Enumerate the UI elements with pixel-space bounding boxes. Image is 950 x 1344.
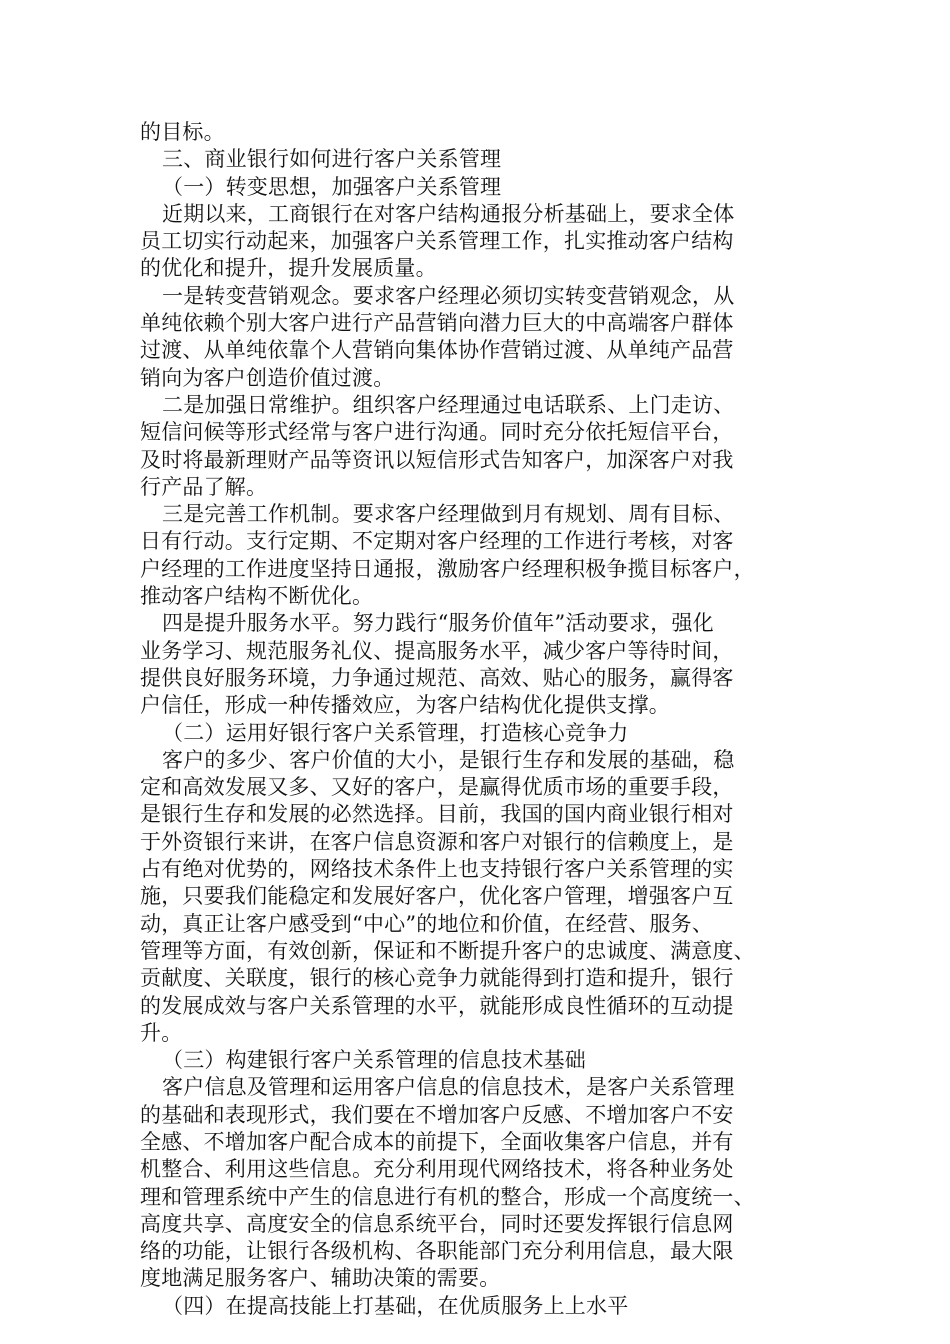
text-line: 动，真正让客户感受到“中心”的地位和价值，在经营、服务、 bbox=[140, 911, 714, 936]
text-line: 全感、不增加客户配合成本的前提下，全面收集客户信息，并有 bbox=[140, 1129, 734, 1154]
text-line: 的目标。 bbox=[140, 120, 225, 144]
text-line: 管理等方面，有效创新，保证和不断提升客户的忠诚度、满意度、 bbox=[140, 938, 755, 963]
text-line: 定和高效发展又多、又好的客户，是赢得优质市场的重要手段， bbox=[140, 775, 734, 800]
text-line: 三、商业银行如何进行客户关系管理 bbox=[162, 147, 502, 172]
text-line: 行产品了解。 bbox=[140, 474, 268, 499]
text-line: 占有绝对优势的，网络技术条件上也支持银行客户关系管理的实 bbox=[140, 857, 734, 882]
text-line: 度地满足服务客户、辅助决策的需要。 bbox=[140, 1266, 501, 1291]
text-line: 一是转变营销观念。要求客户经理必须切实转变营销观念，从 bbox=[162, 283, 735, 308]
text-line: 二是加强日常维护。组织客户经理通过电话联系、上门走访、 bbox=[162, 392, 735, 417]
text-line: 户经理的工作进度坚持日通报，激励客户经理积极争揽目标客户， bbox=[140, 556, 755, 581]
text-line: 的发展成效与客户关系管理的水平，就能形成良性循环的互动提 bbox=[140, 993, 734, 1018]
text-line: 客户的多少、客户价值的大小，是银行生存和发展的基础，稳 bbox=[162, 747, 735, 772]
text-line: 业务学习、规范服务礼仪、提高服务水平，减少客户等待时间， bbox=[140, 638, 734, 663]
text-line: 提供良好服务环境，力争通过规范、高效、贴心的服务，赢得客 bbox=[140, 665, 734, 690]
text-line: 四是提升服务水平。努力践行“服务价值年”活动要求，强化 bbox=[162, 611, 714, 636]
text-line: 络的功能，让银行各级机构、各职能部门充分利用信息，最大限 bbox=[140, 1239, 734, 1264]
text-line: 过渡、从单纯依靠个人营销向集体协作营销过渡、从单纯产品营 bbox=[140, 338, 734, 363]
text-line: 施，只要我们能稳定和发展好客户，优化客户管理，增强客户互 bbox=[140, 884, 734, 909]
text-line: 高度共享、高度安全的信息系统平台，同时还要发挥银行信息网 bbox=[140, 1211, 734, 1236]
text-line: （一）转变思想，加强客户关系管理 bbox=[162, 174, 502, 199]
document-page bbox=[140, 119, 790, 1320]
text-line: 三是完善工作机制。要求客户经理做到月有规划、周有目标、 bbox=[162, 502, 735, 527]
text-line: （三）构建银行客户关系管理的信息技术基础 bbox=[162, 1048, 586, 1073]
text-line: 日有行动。支行定期、不定期对客户经理的工作进行考核，对客 bbox=[140, 529, 734, 554]
text-line: 机整合、利用这些信息。充分利用现代网络技术，将各种业务处 bbox=[140, 1157, 734, 1182]
text-line: 理和管理系统中产生的信息进行有机的整合，形成一个高度统一、 bbox=[140, 1184, 755, 1209]
text-line: 升。 bbox=[140, 1020, 183, 1045]
text-line: 员工切实行动起来，加强客户关系管理工作，扎实推动客户结构 bbox=[140, 229, 734, 254]
text-line: 的优化和提升，提升发展质量。 bbox=[140, 256, 437, 281]
text-line: 于外资银行来讲，在客户信息资源和客户对银行的信赖度上，是 bbox=[140, 829, 734, 854]
text-line: （四）在提高技能上打基础，在优质服务上上水平 bbox=[162, 1293, 629, 1318]
text-line: 贡献度、关联度，银行的核心竞争力就能得到打造和提升，银行 bbox=[140, 966, 734, 991]
text-line: 是银行生存和发展的必然选择。目前，我国的国内商业银行相对 bbox=[140, 802, 734, 827]
text-line: 的基础和表现形式，我们要在不增加客户反感、不增加客户不安 bbox=[140, 1102, 734, 1127]
text-line: 短信问候等形式经常与客户进行沟通。同时充分依托短信平台， bbox=[140, 420, 734, 445]
text-line: （二）运用好银行客户关系管理，打造核心竞争力 bbox=[162, 720, 629, 745]
text-line: 近期以来，工商银行在对客户结构通报分析基础上，要求全体 bbox=[162, 201, 735, 226]
text-line: 及时将最新理财产品等资讯以短信形式告知客户，加深客户对我 bbox=[140, 447, 734, 472]
text-line: 单纯依赖个别大客户进行产品营销向潜力巨大的中高端客户群体 bbox=[140, 311, 734, 336]
text-line: 客户信息及管理和运用客户信息的信息技术，是客户关系管理 bbox=[162, 1075, 735, 1100]
text-line: 销向为客户创造价值过渡。 bbox=[140, 365, 395, 390]
text-line: 推动客户结构不断优化。 bbox=[140, 584, 374, 609]
text-line: 户信任，形成一种传播效应，为客户结构优化提供支撑。 bbox=[140, 693, 670, 718]
